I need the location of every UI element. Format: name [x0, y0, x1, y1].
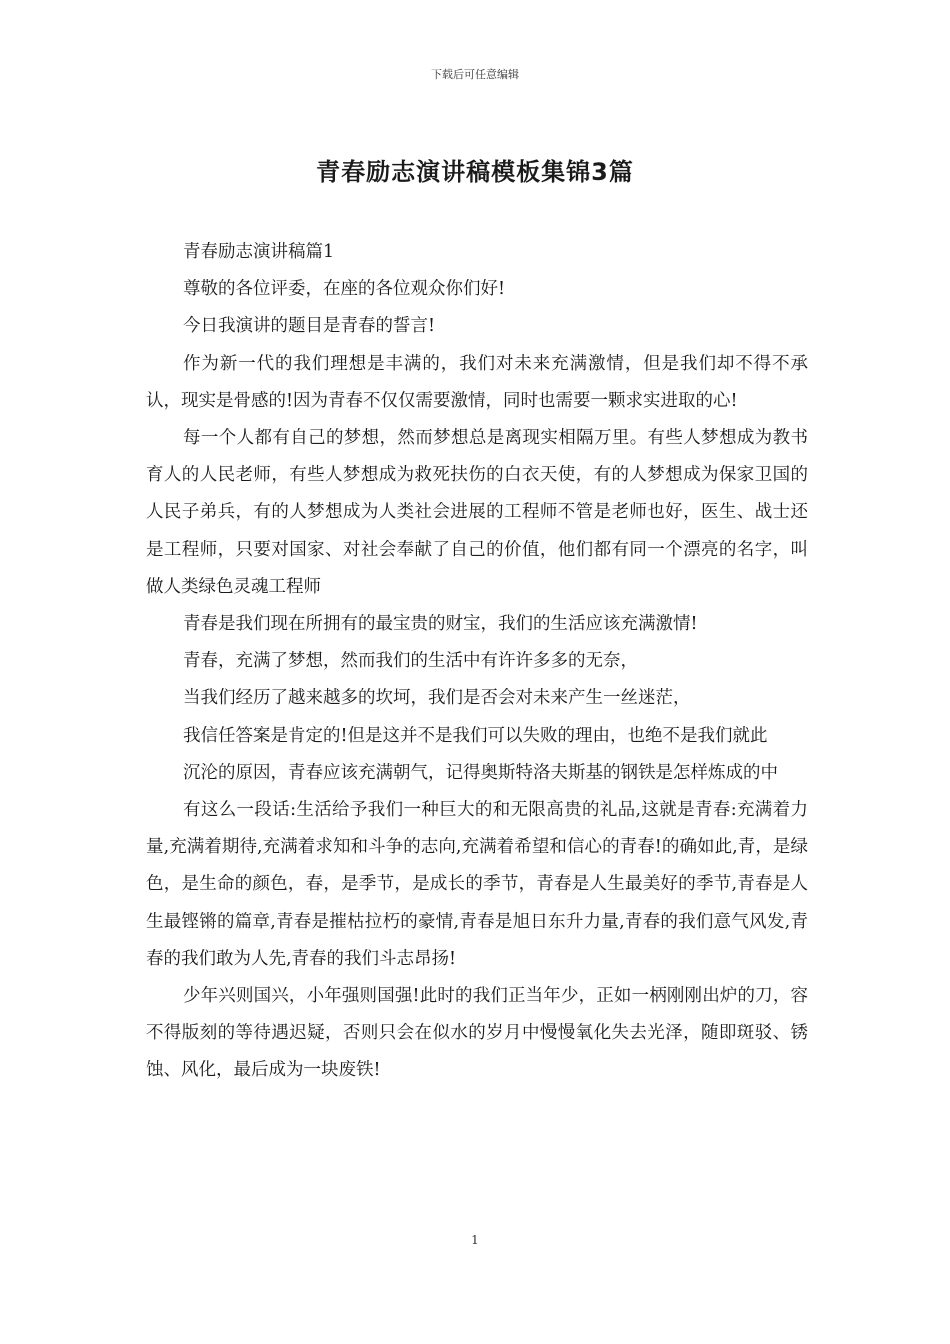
page-number: 1: [471, 1233, 479, 1247]
header-note: 下载后可任意编辑: [431, 68, 519, 81]
paragraph: 作为新一代的我们理想是丰满的，我们对未来充满激情，但是我们却不得不承认，现实是骨感的!因为青春不仅仅需要激情，同时也需要一颗求实进取的心!: [146, 353, 808, 411]
document-body: [146, 234, 808, 1090]
paragraph: 每一个人都有自己的梦想，然而梦想总是离现实相隔万里。有些人梦想成为教书育人的人民老师，有些人梦想成为救死扶伤的白衣天使，有的人梦想成为保家卫国的人民子弟兵，有的人梦想成为人类社会进展的工程师不管是老师也好，医生、战士还是工程师，只要对国家、对社会奉献了自己的价值，他们都有同一个漂亮的名字，叫做人类绿色灵魂工程师: [146, 428, 808, 597]
paragraph: 尊敬的各位评委，在座的各位观众你们好!: [183, 279, 506, 300]
paragraph: 当我们经历了越来越多的坎坷，我们是否会对未来产生一丝迷茫，: [183, 688, 691, 709]
paragraph: 我信任答案是肯定的!但是这并不是我们可以失败的理由，也绝不是我们就此: [183, 725, 768, 746]
document-title: 青春励志演讲稿模板集锦3篇: [316, 158, 634, 186]
paragraph: 少年兴则国兴，小年强则国强!此时的我们正当年少，正如一柄刚刚出炉的刀，容不得版刻的等待遇迟疑，否则只会在似水的岁月中慢慢氧化失去光泽，随即斑驳、锈蚀、风化，最后成为一块废铁!: [146, 986, 808, 1081]
paragraph: 青春，充满了梦想，然而我们的生活中有许许多多的无奈，: [183, 651, 638, 672]
paragraph: 有这么一段话:生活给予我们一种巨大的和无限高贵的礼品,这就是青春:充满着力量,充满着期待,充满着求知和斗争的志向,充满着希望和信心的青春!的确如此,青，是绿色，是生命的颜色，春，是季节，是成长的季节，青春是人生最美好的季节,青春是人生最铿锵的篇章,青春是摧枯拉朽的豪情,青春是旭日东升力量,青春的我们意气风发,青春的我们敢为人先,青春的我们斗志昂扬!: [146, 800, 808, 969]
paragraph: 青春是我们现在所拥有的最宝贵的财宝，我们的生活应该充满激情!: [183, 614, 698, 635]
paragraph: 沉沦的原因，青春应该充满朝气，记得奥斯特洛夫斯基的钢铁是怎样炼成的中: [183, 762, 778, 783]
paragraph: 今日我演讲的题目是青春的誓言!: [183, 316, 436, 337]
section-heading: 青春励志演讲稿篇1: [183, 242, 335, 262]
